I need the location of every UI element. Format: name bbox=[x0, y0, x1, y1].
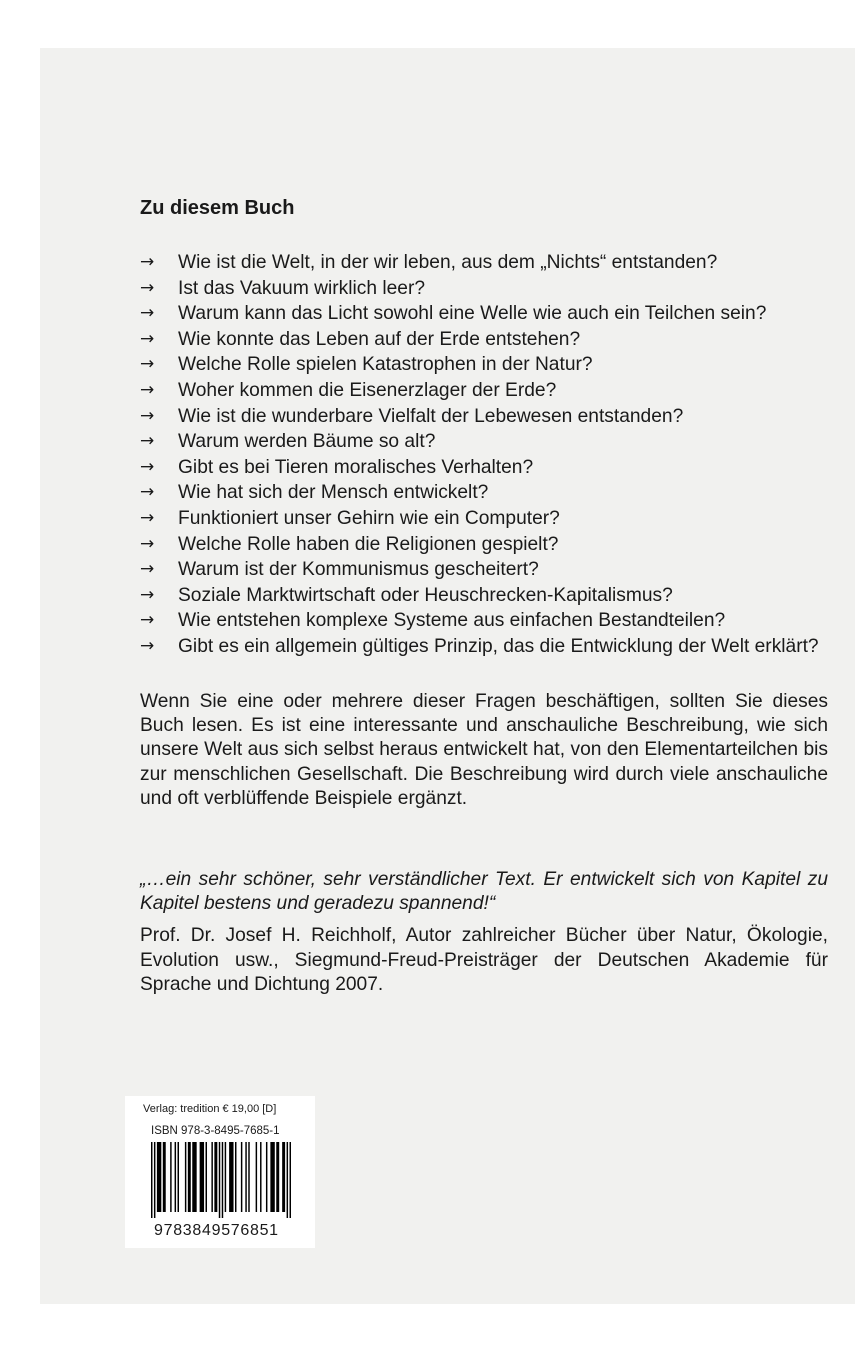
arrow-icon: → bbox=[140, 328, 155, 349]
question-text: Wie hat sich der Mensch entwickelt? bbox=[178, 482, 489, 504]
question-item bbox=[140, 480, 828, 506]
barcode-bar bbox=[175, 1142, 176, 1212]
barcode-bar bbox=[270, 1142, 274, 1212]
question-text: Wie entstehen komplexe Systeme aus einfachen Bestandteilen? bbox=[178, 610, 726, 632]
question-text: Welche Rolle spielen Katastrophen in der Natur? bbox=[178, 354, 593, 376]
barcode-bar bbox=[287, 1142, 288, 1218]
question-text: Warum werden Bäume so alt? bbox=[178, 431, 436, 453]
question-text: Wie konnte das Leben auf der Erde entstehen? bbox=[178, 328, 581, 350]
arrow-icon: → bbox=[140, 559, 155, 580]
arrow-icon: → bbox=[140, 405, 155, 426]
barcode-bar bbox=[157, 1142, 161, 1212]
arrow-icon: → bbox=[140, 252, 155, 272]
arrow-icon: → bbox=[140, 507, 155, 528]
barcode-bar bbox=[282, 1142, 285, 1212]
isbn-text: ISBN 978-3-8495-7685-1 bbox=[151, 1125, 280, 1137]
question-item bbox=[140, 250, 828, 276]
barcode-digits: 9783849576851 bbox=[154, 1222, 279, 1239]
question-text: Warum kann das Licht sowohl eine Welle wie auch ein Teilchen sein? bbox=[178, 303, 767, 325]
review-quote: „…ein sehr schöner, sehr verständlicher Text. Er entwickelt sich von Kapitel zu Kapitel bestens und geradezu spannend!“ bbox=[140, 868, 828, 914]
barcode-bar bbox=[163, 1142, 166, 1212]
arrow-icon: → bbox=[140, 303, 155, 324]
barcode-bar bbox=[260, 1142, 261, 1212]
barcode-bar bbox=[151, 1142, 152, 1218]
blurb-content bbox=[140, 196, 828, 998]
barcode-label bbox=[125, 1096, 315, 1248]
arrow-icon: → bbox=[140, 431, 155, 452]
question-text: Woher kommen die Eisenerzlager der Erde? bbox=[178, 379, 557, 401]
barcode-bar bbox=[266, 1142, 267, 1212]
barcode-bar bbox=[256, 1142, 257, 1212]
question-text: Wie ist die Welt, in der wir leben, aus dem „Nichts“ entstanden? bbox=[178, 252, 718, 273]
question-item bbox=[140, 506, 828, 532]
barcode-bar bbox=[200, 1142, 204, 1212]
barcode-bar bbox=[170, 1142, 171, 1212]
barcode-bar bbox=[154, 1142, 155, 1218]
arrow-icon: → bbox=[140, 533, 155, 554]
arrow-icon: → bbox=[140, 482, 155, 503]
barcode-bar bbox=[211, 1142, 212, 1212]
question-item bbox=[140, 352, 828, 378]
description-paragraph: Wenn Sie eine oder mehrere dieser Fragen beschäftigen, sollten Sie dieses Buch lesen. Es ist eine interessante und anschauliche Beschreibung, wie sich unsere Welt aus sich selbst heraus entwickelt hat, von den Elementarteilchen bis zur menschlichen Gesellschaft. Die Beschreibung wird durch viele anschauliche und oft verblüffende Beispiele ergänzt. bbox=[140, 690, 828, 810]
barcode-bar bbox=[214, 1142, 217, 1212]
question-item bbox=[140, 327, 828, 353]
barcode-bar bbox=[235, 1142, 236, 1212]
barcode-bars bbox=[151, 1142, 291, 1218]
barcode-bar bbox=[185, 1142, 186, 1212]
barcode-bar bbox=[206, 1142, 207, 1212]
arrow-icon: → bbox=[140, 379, 155, 400]
arrow-icon: → bbox=[140, 635, 155, 656]
question-item bbox=[140, 583, 828, 609]
barcode-bar bbox=[245, 1142, 246, 1212]
question-text: Funktioniert unser Gehirn wie ein Computer? bbox=[178, 507, 560, 529]
question-text: Gibt es ein allgemein gültiges Prinzip, das die Entwicklung der Welt erklärt? bbox=[178, 635, 819, 657]
barcode-bar bbox=[192, 1142, 196, 1212]
arrow-icon: → bbox=[140, 610, 155, 631]
question-item bbox=[140, 404, 828, 430]
barcode-bar bbox=[241, 1142, 242, 1212]
arrow-icon: → bbox=[140, 584, 155, 605]
question-text: Gibt es bei Tieren moralisches Verhalten? bbox=[178, 456, 534, 478]
question-list bbox=[140, 250, 828, 660]
question-text: Ist das Vakuum wirklich leer? bbox=[178, 277, 426, 299]
barcode-bar bbox=[219, 1142, 220, 1218]
question-item bbox=[140, 455, 828, 481]
question-text: Wie ist die wunderbare Vielfalt der Lebewesen entstanden? bbox=[178, 405, 684, 427]
barcode-bar bbox=[248, 1142, 249, 1212]
question-text: Soziale Marktwirtschaft oder Heuschrecken-Kapitalismus? bbox=[178, 584, 673, 606]
barcode-bar bbox=[188, 1142, 191, 1212]
barcode-bar bbox=[178, 1142, 179, 1212]
arrow-icon: → bbox=[140, 456, 155, 477]
arrow-icon: → bbox=[140, 354, 155, 375]
barcode-bar bbox=[225, 1142, 226, 1212]
question-item bbox=[140, 608, 828, 634]
question-item bbox=[140, 634, 828, 660]
barcode-bar bbox=[276, 1142, 279, 1212]
question-text: Welche Rolle haben die Religionen gespielt? bbox=[178, 533, 559, 555]
arrow-icon: → bbox=[140, 277, 155, 298]
question-item bbox=[140, 557, 828, 583]
quote-attribution: Prof. Dr. Josef H. Reichholf, Autor zahlreicher Bücher über Natur, Ökologie, Evolution usw., Siegmund-Freud-Preisträger der Deutschen Akademie für Sprache und Dichtung 2007. bbox=[140, 925, 828, 996]
barcode-bar bbox=[229, 1142, 233, 1212]
question-item bbox=[140, 532, 828, 558]
question-text: Warum ist der Kommunismus gescheitert? bbox=[178, 559, 539, 581]
barcode-bar bbox=[290, 1142, 291, 1218]
question-item bbox=[140, 429, 828, 455]
book-heading: Zu diesem Buch bbox=[140, 197, 295, 219]
question-item bbox=[140, 301, 828, 327]
question-item bbox=[140, 378, 828, 404]
barcode-bar bbox=[222, 1142, 223, 1218]
question-item bbox=[140, 276, 828, 302]
publisher-price: Verlag: tredition € 19,00 [D] bbox=[143, 1103, 277, 1115]
